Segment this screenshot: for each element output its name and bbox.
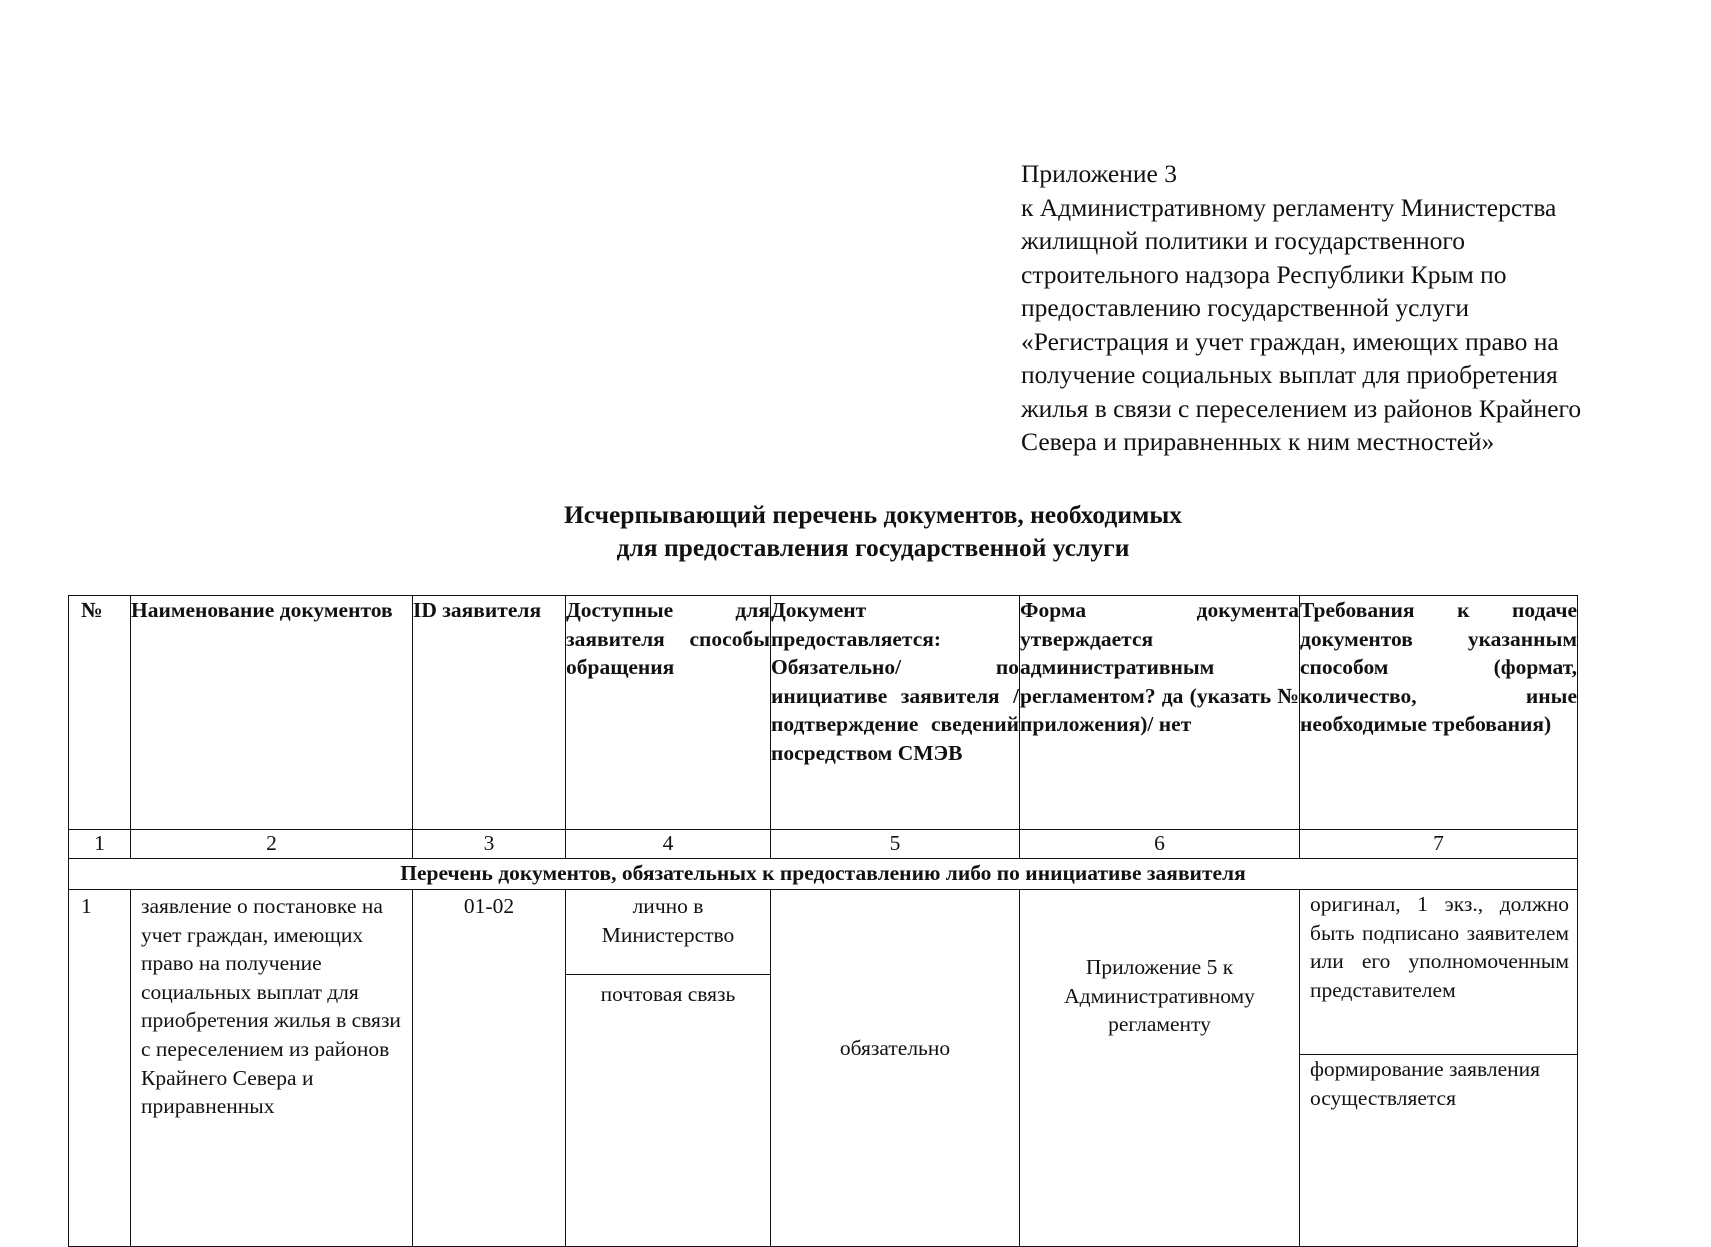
column-number: 7: [1300, 830, 1578, 859]
appendix-line: к Административному регламенту Министерства: [1021, 192, 1557, 222]
requirements: [1300, 890, 1578, 1247]
header-row: [69, 596, 1578, 830]
column-numbers-row: [69, 830, 1578, 859]
appendix-line: Приложение 3: [1021, 159, 1177, 188]
submission-ways: [566, 890, 771, 1247]
column-number: 6: [1020, 830, 1300, 859]
table-row: [69, 890, 1578, 1247]
section-row: [69, 859, 1578, 890]
requirement-original: оригинал, 1 экз., должно быть подписано заявителем или его уполномоченным представителем: [1300, 890, 1577, 1055]
title-line-2: для предоставления государственной услуги: [616, 533, 1130, 562]
header-document-form: Форма документа утверждается административным регламентом? да (указать № приложения)/ нет: [1020, 596, 1300, 830]
submission-way-mail: почтовая связь: [600, 982, 736, 1006]
column-number: 3: [413, 830, 566, 859]
header-submission-ways: Доступные для заявителя способы обращения: [566, 596, 771, 830]
appendix-line: жилищной политики и государственного: [1021, 226, 1466, 255]
column-number: 1: [69, 830, 131, 859]
header-applicant-id: ID заявителя: [413, 596, 566, 830]
appendix-header: [1021, 157, 1701, 459]
document-name: заявление о постановке на учет граждан, имеющих право на получение социальных выплат для приобретения жилья в связи с переселением из районов Крайнего Севера и приравненных: [131, 890, 413, 1247]
applicant-id: 01-02: [413, 890, 566, 1247]
column-number: 2: [131, 830, 413, 859]
column-number: 5: [771, 830, 1020, 859]
header-document-provided: Документ предоставляется: Обязательно/ по инициативе заявителя /подтверждение сведений посредством СМЭВ: [771, 596, 1020, 830]
section-title: Перечень документов, обязательных к предоставлению либо по инициативе заявителя: [69, 859, 1578, 890]
document-title: [0, 498, 1711, 564]
appendix-line: предоставлению государственной услуги: [1021, 293, 1470, 322]
document-mandatory: обязательно: [771, 890, 1020, 1247]
column-number: 4: [566, 830, 771, 859]
row-number: 1: [69, 890, 131, 1247]
appendix-line: получение социальных выплат для приобретения: [1021, 360, 1558, 389]
appendix-line: Севера и приравненных к ним местностей»: [1021, 427, 1495, 456]
appendix-line: строительного надзора Республики Крым по: [1021, 259, 1507, 289]
header-requirements: Требования к подаче документов указанным способом (формат, количество, иные необходимые требования): [1300, 596, 1578, 830]
appendix-line: «Регистрация и учет граждан, имеющих право на: [1021, 326, 1559, 356]
header-document-name: Наименование документов: [131, 596, 413, 830]
documents-table: [68, 595, 1578, 1247]
requirement-formation: формирование заявления осуществляется: [1310, 1057, 1541, 1110]
document-form: Приложение 5 к Административному регламенту: [1020, 890, 1300, 1247]
submission-way-in-person: лично в Министерство: [566, 890, 770, 975]
header-number: №: [69, 596, 131, 830]
title-line-1: Исчерпывающий перечень документов, необходимых: [563, 500, 1183, 529]
appendix-line: жилья в связи с переселением из районов Крайнего: [1021, 393, 1582, 423]
